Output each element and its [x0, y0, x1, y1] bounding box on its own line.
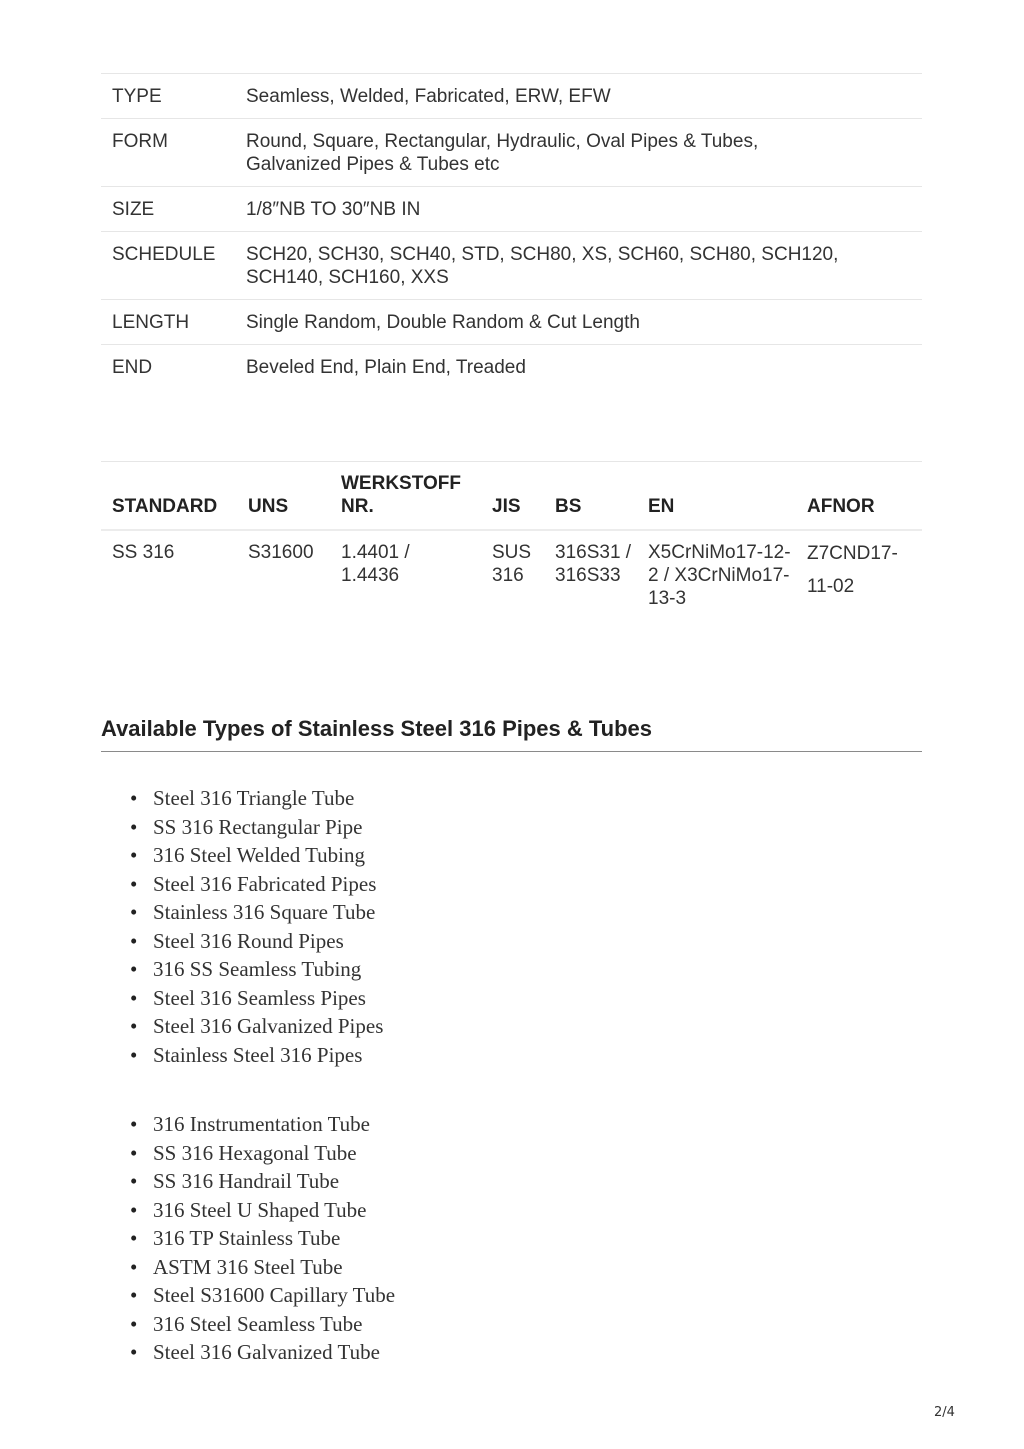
- spec-key: FORM: [101, 119, 235, 187]
- section-heading: Available Types of Stainless Steel 316 Pipes & Tubes: [101, 716, 922, 752]
- spec-value: Single Random, Double Random & Cut Length: [235, 300, 922, 345]
- spec-value: Beveled End, Plain End, Treaded: [235, 345, 922, 390]
- list-item: • 316 Steel U Shaped Tube: [153, 1196, 395, 1225]
- list-item: • 316 Steel Seamless Tube: [153, 1310, 395, 1339]
- header-uns: UNS: [237, 462, 330, 531]
- header-werkstoff-nr: WERKSTOFF NR.: [330, 462, 481, 531]
- list-item: • Stainless 316 Square Tube: [153, 898, 383, 927]
- list-item: • SS 316 Rectangular Pipe: [153, 813, 383, 842]
- cell-uns: S31600: [248, 542, 314, 563]
- header-standard: STANDARD: [101, 462, 237, 531]
- header-jis: JIS: [481, 462, 544, 531]
- header-afnor: AFNOR: [796, 462, 922, 531]
- spec-key: LENGTH: [101, 300, 235, 345]
- list-item: • Stainless Steel 316 Pipes: [153, 1041, 383, 1070]
- spec-row-end: [101, 345, 922, 390]
- spec-row-schedule: [101, 232, 922, 300]
- specification-table: [101, 73, 922, 389]
- list-item: • ASTM 316 Steel Tube: [153, 1253, 395, 1282]
- spec-row-form: [101, 119, 922, 187]
- grade-header-row: [101, 462, 922, 531]
- list-item: • Steel 316 Galvanized Tube: [153, 1338, 395, 1367]
- cell-werkstoff-nr: 1.4401 / 1.4436: [341, 542, 410, 586]
- spec-key: TYPE: [101, 74, 235, 119]
- list-item: • Steel 316 Fabricated Pipes: [153, 870, 383, 899]
- spec-key: END: [101, 345, 235, 390]
- list-item: • SS 316 Hexagonal Tube: [153, 1139, 395, 1168]
- spec-value: Seamless, Welded, Fabricated, ERW, EFW: [235, 74, 922, 119]
- list-item: • SS 316 Handrail Tube: [153, 1167, 395, 1196]
- header-bs: BS: [544, 462, 637, 531]
- list-item: • Steel 316 Galvanized Pipes: [153, 1012, 383, 1041]
- spec-value: SCH20, SCH30, SCH40, STD, SCH80, XS, SCH60, SCH80, SCH120, SCH140, SCH160, XXS: [235, 232, 922, 300]
- spec-key: SCHEDULE: [101, 232, 235, 300]
- list-item: • Steel 316 Seamless Pipes: [153, 984, 383, 1013]
- list-item: • 316 Steel Welded Tubing: [153, 841, 383, 870]
- cell-jis: SUS 316: [492, 542, 532, 586]
- list-item: • Steel 316 Round Pipes: [153, 927, 383, 956]
- list-item: • 316 Instrumentation Tube: [153, 1110, 395, 1139]
- spec-value: Round, Square, Rectangular, Hydraulic, Oval Pipes & Tubes, Galvanized Pipes & Tubes etc: [235, 119, 922, 187]
- cell-standard: SS 316: [112, 542, 175, 563]
- list-item: • Steel 316 Triangle Tube: [153, 784, 383, 813]
- equivalent-grades-table: [101, 461, 922, 620]
- list-item: • 316 SS Seamless Tubing: [153, 955, 383, 984]
- spec-row-size: [101, 187, 922, 232]
- spec-key: SIZE: [101, 187, 235, 232]
- page-number: 2/4: [934, 1405, 955, 1420]
- spec-row-length: [101, 300, 922, 345]
- spec-row-type: [101, 74, 922, 119]
- types-list-1: [101, 784, 383, 1069]
- list-item: • 316 TP Stainless Tube: [153, 1224, 395, 1253]
- cell-afnor: Z7CND17-11-02: [807, 543, 898, 597]
- grade-row: [101, 530, 922, 620]
- list-item: • Steel S31600 Capillary Tube: [153, 1281, 395, 1310]
- cell-bs: 316S31 / 316S33: [555, 542, 632, 586]
- spec-value: 1/8″NB TO 30″NB IN: [235, 187, 922, 232]
- header-en: EN: [637, 462, 796, 531]
- cell-en: X5CrNiMo17-12-2 / X3CrNiMo17-13-3: [648, 542, 791, 609]
- types-list-2: [101, 1110, 395, 1367]
